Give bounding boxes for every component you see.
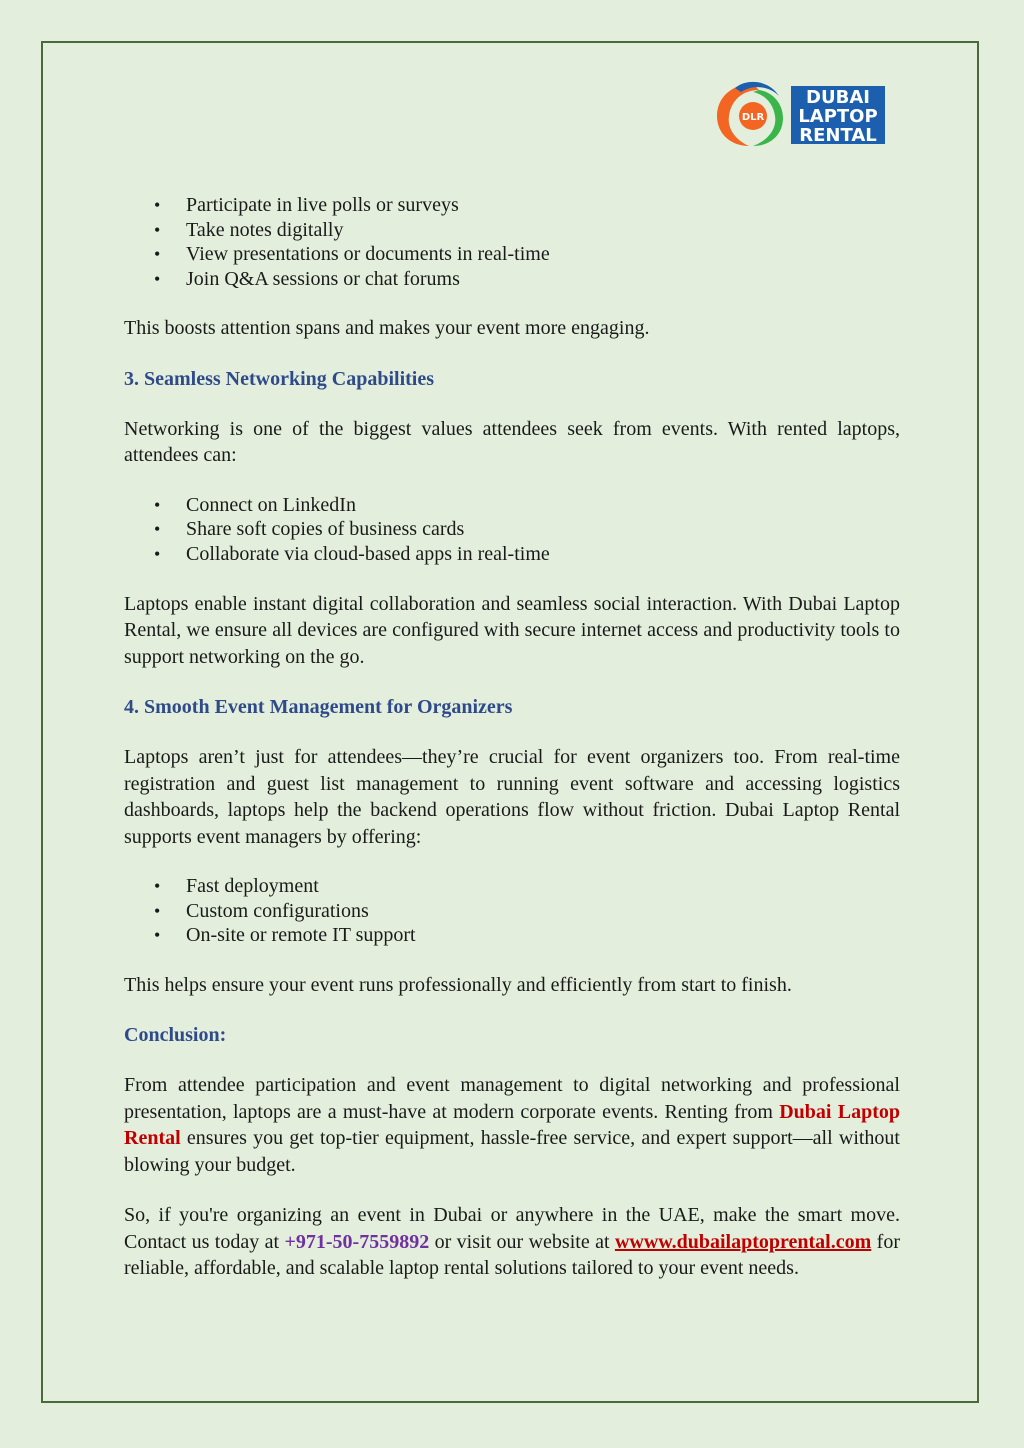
conclusion-text-1: From attendee participation and event management to digital networking and professional presentation, laptops are a must-have at modern corporate events. Renting from: [124, 1074, 900, 1123]
logo-badge-text: DLR: [741, 112, 765, 123]
organizer-list: [124, 874, 900, 948]
contact-text-3: for reliable, affordable, and scalable laptop rental solutions tailored to your event needs.: [124, 1230, 900, 1280]
list-item: • Connect on LinkedIn: [124, 493, 900, 518]
website-link[interactable]: wwww.dubailaptoprental.com: [614, 1230, 872, 1253]
networking-list: [124, 493, 900, 567]
engagement-list: [124, 193, 900, 291]
list-item: • View presentations or documents in real-time: [124, 242, 900, 267]
logo-line3: RENTAL: [799, 125, 877, 146]
list-item: • Custom configurations: [124, 899, 900, 924]
paragraph-organizers: Laptops aren’t just for attendees—they’re crucial for event organizers too. From real-time registration and guest list management to running event software and accessing logistics dashboards, laptops help the backend operations flow without friction. Dubai Laptop Rental supports event managers by offering:: [124, 746, 900, 848]
heading-event-management: 4. Smooth Event Management for Organizers: [124, 696, 513, 719]
contact-text-2: or visit our website at: [429, 1230, 615, 1253]
paragraph-collaboration: Laptops enable instant digital collaboration and seamless social interaction. With Dubai Laptop Rental, we ensure all devices are configured with secure internet access and productivity tools to support networking on the go.: [124, 592, 900, 668]
list-item: • Collaborate via cloud-based apps in real-time: [124, 542, 900, 567]
list-item: • Fast deployment: [124, 874, 900, 899]
list-item: • On-site or remote IT support: [124, 923, 900, 948]
brand-name-highlight: Dubai Laptop Rental: [124, 1100, 900, 1150]
heading-conclusion: Conclusion:: [124, 1024, 227, 1047]
phone-number[interactable]: +971-50-7559892: [284, 1230, 430, 1253]
document-body: [124, 193, 900, 1282]
list-item: • Participate in live polls or surveys: [124, 193, 900, 218]
paragraph-contact: [124, 1202, 900, 1282]
paragraph-finish: This helps ensure your event runs professionally and efficiently from start to finish.: [124, 973, 792, 996]
dubai-laptop-rental-logo: [713, 78, 885, 150]
heading-networking: 3. Seamless Networking Capabilities: [124, 367, 434, 390]
logo-line1: DUBAI: [806, 87, 870, 108]
paragraph-networking: Networking is one of the biggest values attendees seek from events. With rented laptops, attendees can:: [124, 417, 900, 467]
logo-line2: LAPTOP: [798, 106, 878, 127]
list-item: • Take notes digitally: [124, 218, 900, 243]
conclusion-text-2: ensures you get top-tier equipment, hassle-free service, and expert support—all without blowing your budget.: [124, 1127, 900, 1176]
paragraph-conclusion: [124, 1072, 900, 1178]
contact-text-1: So, if you're organizing an event in Dubai or anywhere in the UAE, make the smart move. Contact us today at: [124, 1204, 900, 1253]
paragraph-engaging: This boosts attention spans and makes your event more engaging.: [124, 317, 650, 340]
list-item: • Share soft copies of business cards: [124, 517, 900, 542]
list-item: • Join Q&A sessions or chat forums: [124, 267, 900, 292]
